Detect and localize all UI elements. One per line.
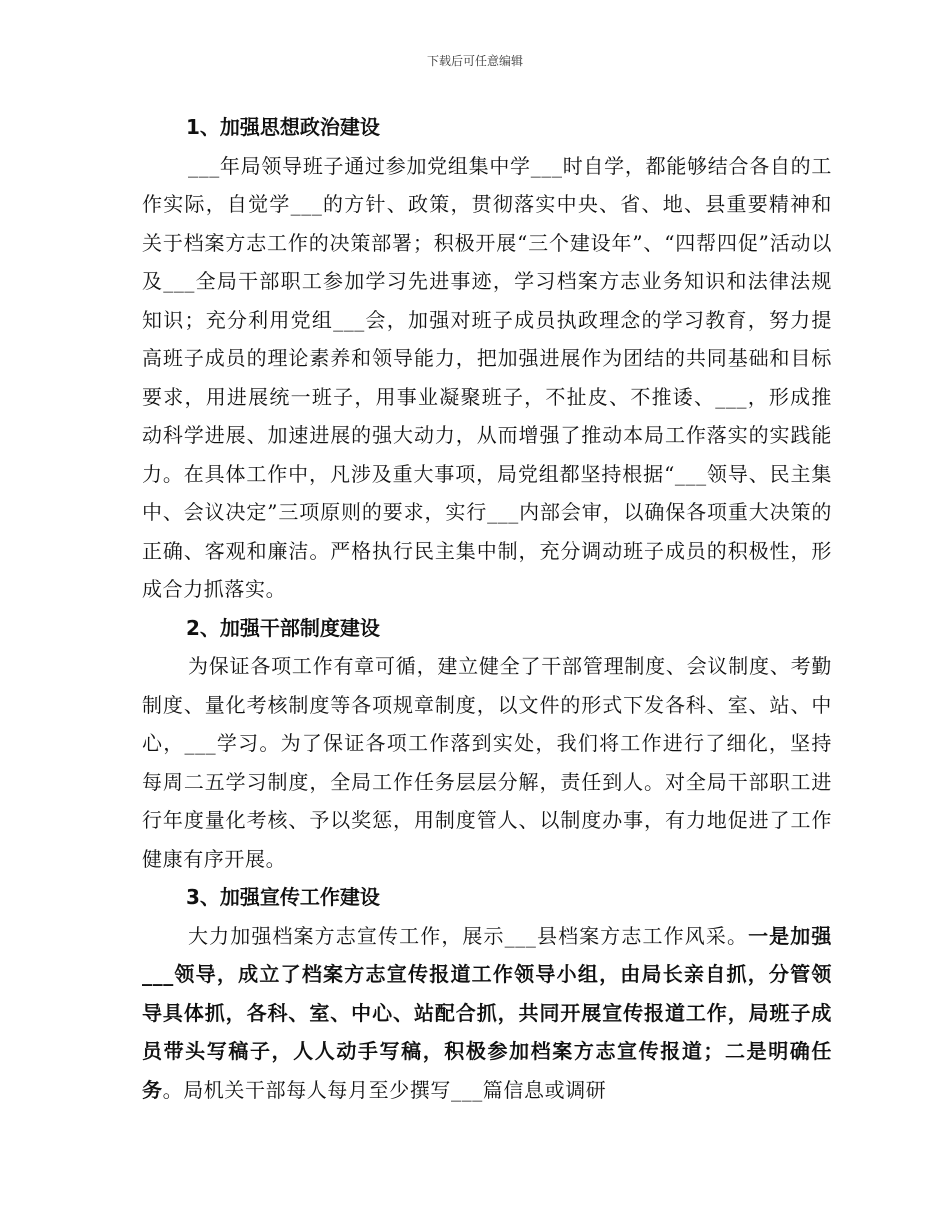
section-paragraph	[142, 917, 832, 1110]
section-heading: 2、加强干部制度建设	[186, 615, 380, 640]
document-body	[142, 108, 832, 1109]
section-publicity	[142, 878, 832, 1109]
section-paragraph: 为保证各项工作有章可循，建立健全了干部管理制度、会议制度、考勤制度、量化考核制度等各项规章制度，以文件的形式下发各科、室、站、中心，___学习。为了保证各项工作落到实处，我们将工作进行了细化，坚持每周二五学习制度，全局工作任务层层分解，责任到人。对全局干部职工进行年度量化考核、予以奖惩，用制度管人、以制度办事，有力地促进了工作健康有序开展。	[142, 654, 832, 871]
paragraph-text-plain: 。局机关干部每人每月至少撰写___篇信息或调研	[162, 1077, 607, 1102]
section-paragraph: ___年局领导班子通过参加党组集中学___时自学，都能够结合各自的工作实际，自觉学___的方针、政策，贯彻落实中央、省、地、县重要精神和关于档案方志工作的决策部署；积极开展“三个建设年”、“四帮四促”活动以及___全局干部职工参加学习先进事迹，学习档案方志业务知识和法律法规知识；充分利用党组___会，加强对班子成员执政理念的学习教育，努力提高班子成员的理论素养和领导能力，把加强进展作为团结的共同基础和目标要求，用进展统一班子，用事业凝聚班子，不扯皮、不推诿、___，形成推动科学进展、加速进展的强大动力，从而增强了推动本局工作落实的实践能力。在具体工作中，凡涉及重大事项，局党组都坚持根据“___领导、民主集中、会议决定”三项原则的要求，实行___内部会审，以确保各项重大决策的正确、客观和廉洁。严格执行民主集中制，充分调动班子成员的积极性，形成合力抓落实。	[142, 153, 832, 601]
paragraph-text-plain: 大力加强档案方志宣传工作，展示___县档案方志工作风采。	[188, 923, 749, 948]
section-heading: 1、加强思想政治建设	[186, 115, 380, 139]
page-header-note: 下载后可任意编辑	[426, 54, 523, 68]
section-cadre-system	[142, 609, 832, 879]
section-ideological	[142, 108, 832, 609]
paragraph-text-bold: 一是加强___领导，成立了档案方志宣传报道工作领导小组，由局长亲自抓，分管领导具体抓，各科、室、中心、站配合抓，共同开展宣传报道工作，局班子成员带头写稿子，人人动手写稿，积极参加档案方志宣传报道；二是明确任务	[142, 923, 832, 1102]
section-heading: 3、加强宣传工作建设	[186, 885, 380, 909]
